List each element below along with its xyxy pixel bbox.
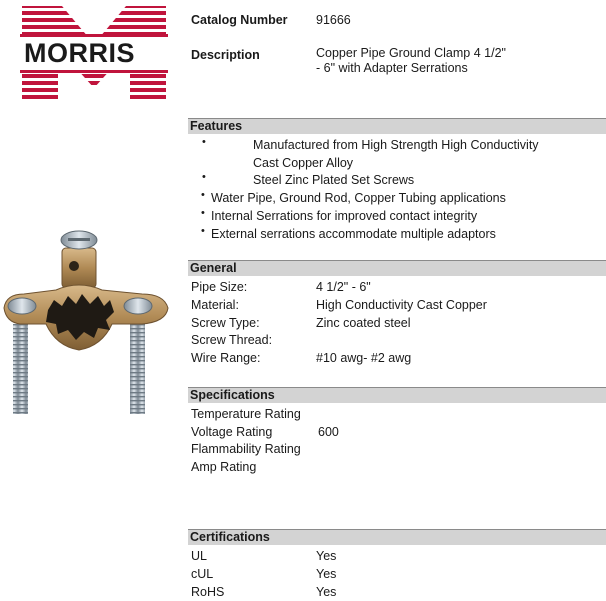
general-value-screw-type: Zinc coated steel [316,316,411,330]
general-section-bar [188,260,606,276]
cert-value-cul: Yes [316,567,337,581]
general-label-pipe-size: Pipe Size: [191,280,248,294]
logo-wordmark: MORRIS [24,38,135,68]
features-section-bar [188,118,606,134]
specifications-section-bar [188,387,606,403]
description-line-2: - 6" with Adapter Serrations [316,61,468,75]
spec-label-temperature: Temperature Rating [191,407,301,421]
certifications-section-bar [188,529,606,545]
cert-value-rohs: Yes [316,585,337,599]
general-value-wire-range: #10 awg- #2 awg [316,351,412,365]
bullet-icon: • [201,225,205,237]
general-label-wire-range: Wire Range: [191,351,261,365]
specifications-title: Specifications [190,388,275,402]
feature-item-4: Internal Serrations for improved contact integrity [211,209,478,223]
cert-label-cul: cUL [191,567,214,581]
bullet-icon: • [201,207,205,219]
description-label: Description [191,48,260,62]
features-title: Features [190,119,243,133]
spec-label-flammability: Flammability Rating [191,442,301,456]
bullet-icon: • [202,171,206,183]
feature-item-3: Water Pipe, Ground Rod, Copper Tubing applications [211,191,506,205]
certifications-title: Certifications [190,530,270,544]
product-image [2,228,174,420]
cert-value-ul: Yes [316,549,337,563]
bullet-icon: • [202,136,206,148]
general-label-material: Material: [191,298,239,312]
general-label-screw-type: Screw Type: [191,316,260,330]
catalog-number-value: 91666 [316,13,351,27]
spec-value-voltage: 600 [318,425,339,439]
feature-item-2: Steel Zinc Plated Set Screws [253,173,415,187]
ground-clamp-illustration [2,228,174,420]
spec-label-amp: Amp Rating [191,460,257,474]
description-line-1: Copper Pipe Ground Clamp 4 1/2" [316,46,506,60]
general-value-pipe-size: 4 1/2" - 6" [316,280,371,294]
feature-item-1-line-1: Manufactured from High Strength High Conductivity [253,138,539,152]
general-value-material: High Conductivity Cast Copper [316,298,487,312]
feature-item-5: External serrations accommodate multiple adaptors [211,227,496,241]
catalog-number-label: Catalog Number [191,13,288,27]
feature-item-1-line-2: Cast Copper Alloy [253,156,354,170]
bullet-icon: • [201,189,205,201]
morris-logo [20,4,168,104]
cert-label-ul: UL [191,549,207,563]
spec-label-voltage: Voltage Rating [191,425,273,439]
general-title: General [190,261,237,275]
cert-label-rohs: RoHS [191,585,225,599]
general-label-screw-thread: Screw Thread: [191,333,273,347]
